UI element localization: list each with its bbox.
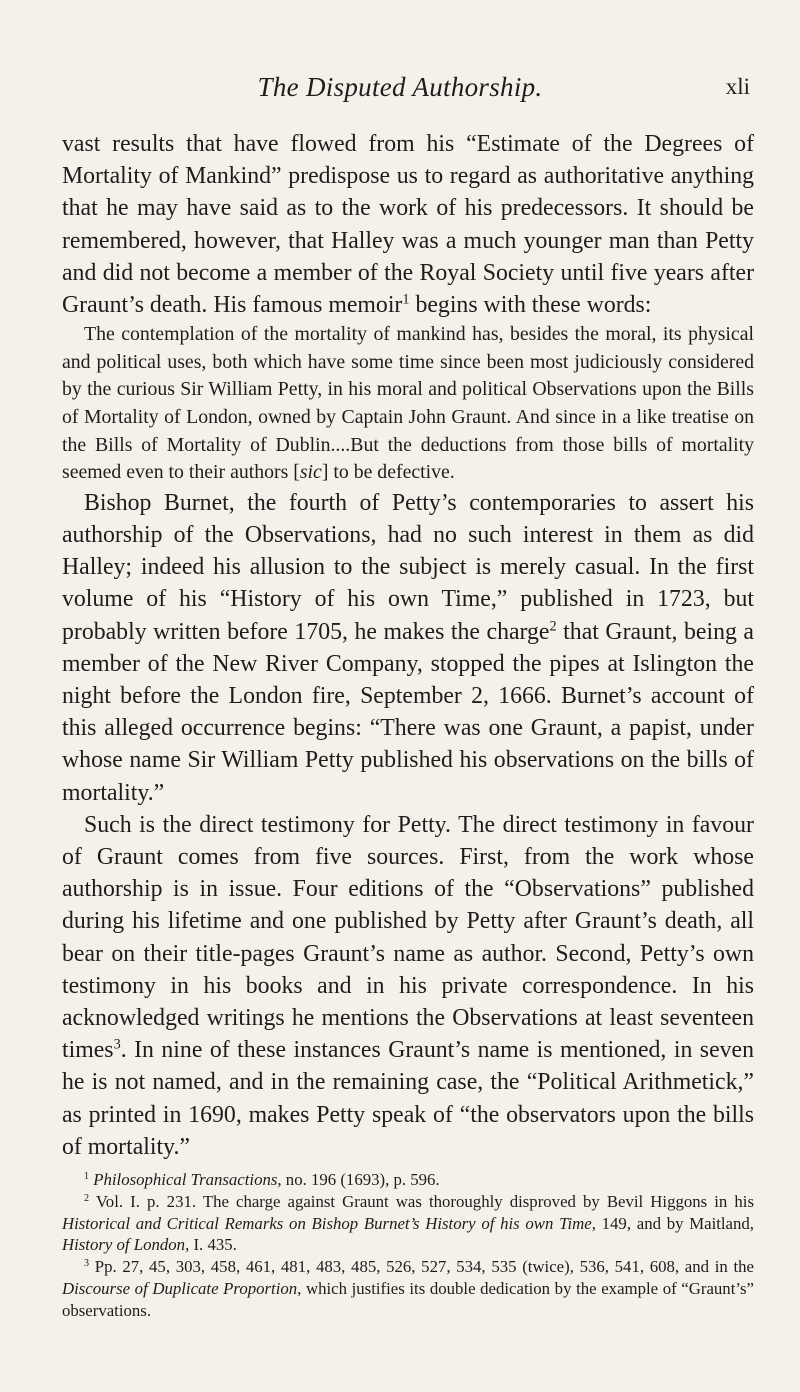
running-title: The Disputed Authorship. [257,72,543,102]
footnote-3: $^3$ Pp. 27, 45, 303, 458, 461, 481, 483, 485, 526, 527, 534, 535 (twice), 536, 541, 608, and in the Discourse of Duplicate Proportion, which justifies its double dedication by the example of “Graunt’s” observations. [62,1257,754,1320]
footnote-ref-1: 1 [402,291,410,308]
footnote-2: $^2$ Vol. I. p. 231. The charge against Graunt was thoroughly disproved by Bevil Higgons in his Historical and Critical Remarks on Bishop Burnet’s History of his own Time, 149, and by Maitland, History of London, I. 435. [62,1191,754,1255]
running-head [0,72,800,112]
footnotes [62,1169,754,1322]
footnote-ref-2: 2 [549,618,557,635]
paragraph-3: Such is the direct testimony for Petty. The direct testimony in favour of Graunt comes from five sources. First, from the work whose authorship is in issue. Four editions of the “Observations” published during his lifetime and one published by Petty after Graunt’s death, all bear on their title-pages Graunt’s name as author. Second, Petty’s own testimony in his books and in his private correspondence. In his acknowledged writings he mentions the Observations at least seventeen times$^3$. In nine of these instances Graunt’s name is mentioned, in seven he is not named, and in the remaining case, the “Political Arithmetick,” as printed in 1690, makes Petty speak of “the observators upon the bills of mortality.” [62,811,754,1160]
sic-mark: sic [299,461,322,484]
page-number: xli [725,74,750,99]
footnote-1: $^1$ Philosophical Transactions, no. 196 (1693), p. 596. [84,1170,440,1190]
body-text [62,128,754,1322]
paragraph-1: vast results that have flowed from his “Estimate of the Degrees of Mortality of Mankind” predispose us to regard as authoritative anything that he may have said as to the work of his predecessors. It should be remembered, however, that Halley was a much younger man than Petty and did not become a member of the Royal Society until five years after Graunt’s death. His famous memoir$^1$ begins with these words: [62,131,754,319]
block-quote: The contemplation of the mortality of mankind has, besides the moral, its physical and political uses, both which have some time since been most judiciously considered by the curious Sir William Petty, in his moral and political Observations upon the Bills of Mortality of London, owned by Captain John Graunt. And since in a like treatise on the Bills of Mortality of Dublin....But the deductions from those bills of mortality seemed even to their authors [sic] to be defective. [62,323,754,484]
footnote-ref-3: 3 [113,1036,121,1053]
paragraph-2: Bishop Burnet, the fourth of Petty’s contemporaries to assert his authorship of the Observations, had no such interest in them as did Halley; indeed his allusion to the subject is merely casual. In the first volume of his “History of his own Time,” published in 1723, but probably written before 1705, he makes the charge$^2$ that Graunt, being a member of the New River Company, stopped the pipes at Islington the night before the London fire, September 2, 1666. Burnet’s account of this alleged occurrence begins: “There was one Graunt, a papist, under whose name Sir William Petty published his observations on the bills of mortality.” [62,489,754,806]
